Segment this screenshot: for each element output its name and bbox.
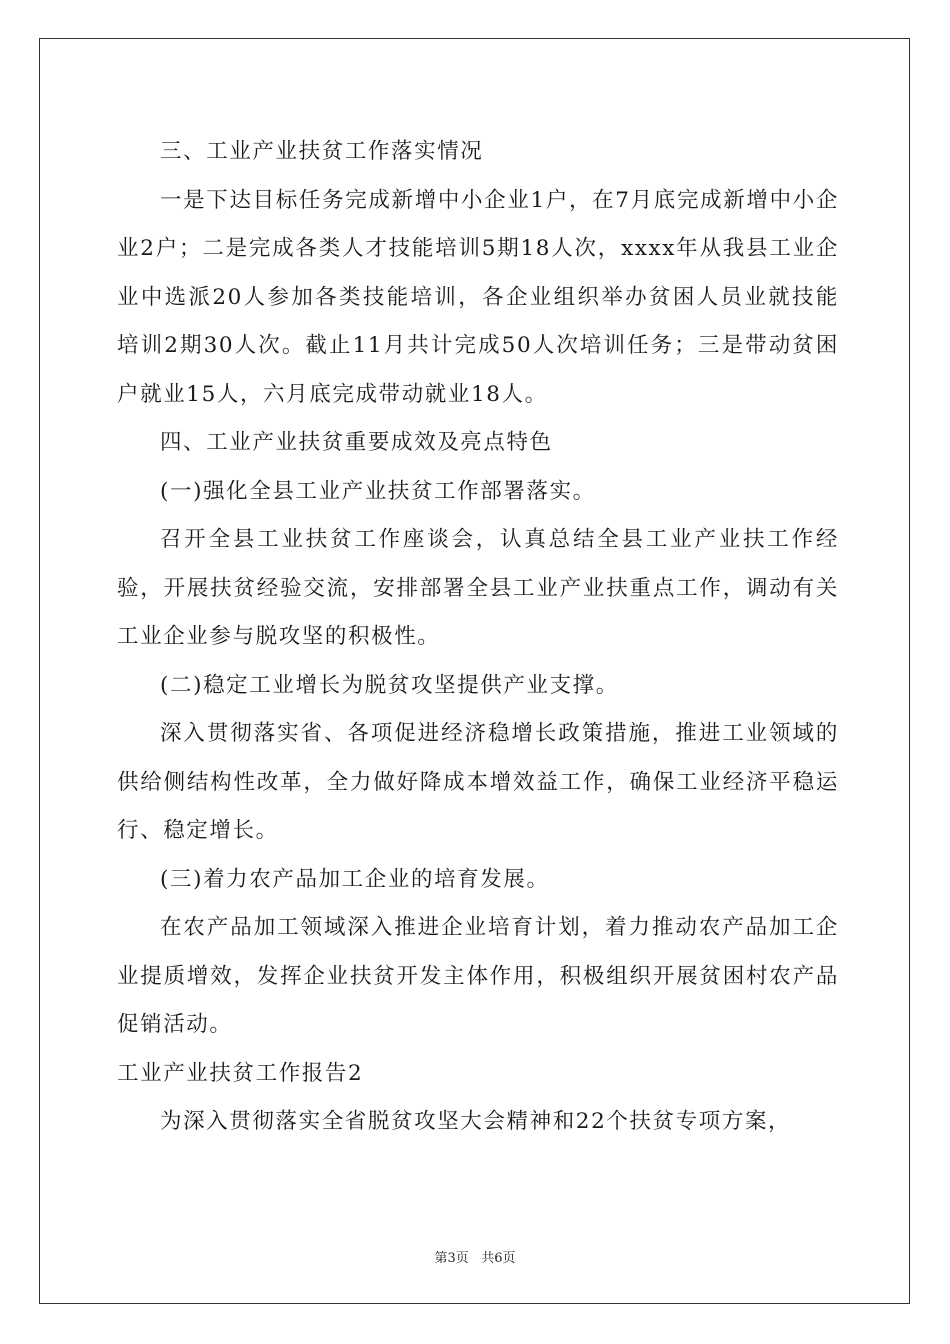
page-total: 共6页 <box>481 1251 516 1266</box>
page-number: 第3页 <box>434 1251 469 1266</box>
document-body <box>117 128 839 1147</box>
body-paragraph: 为深入贯彻落实全省脱贫攻坚大会精神和22个扶贫专项方案， <box>160 1109 792 1134</box>
body-paragraph: 一是下达目标任务完成新增中小企业1户，在7月底完成新增中小企业2户；二是完成各类人才技能培训5期18人次，xxxx年从我县工业企业中选派20人参加各类技能培训，各企业组织举办贫困人员业就技能培训2期30人次。截止11月共计完成50人次培训任务；三是带动贫困户就业15人，六月底完成带动就业18人。 <box>117 187 839 407</box>
subheading-2: (二)稳定工业增长为脱贫攻坚提供产业支撑。 <box>160 672 619 698</box>
page-footer <box>0 1247 950 1266</box>
body-paragraph: 召开全县工业扶贫工作座谈会，认真总结全县工业产业扶工作经验，开展扶贫经验交流，安排部署全县工业产业扶重点工作，调动有关工业企业参与脱攻坚的积极性。 <box>117 527 839 649</box>
section-heading-3: 三、工业产业扶贫工作落实情况 <box>160 139 484 164</box>
body-paragraph: 在农产品加工领域深入推进企业培育计划，着力推动农产品加工企业提质增效，发挥企业扶贫开发主体作用，积极组织开展贫困村农产品促销活动。 <box>117 915 839 1037</box>
report-title: 工业产业扶贫工作报告2 <box>117 1060 364 1086</box>
subheading-3: (三)着力农产品加工企业的培育发展。 <box>160 866 550 892</box>
body-paragraph: 深入贯彻落实省、各项促进经济稳增长政策措施，推进工业领域的供给侧结构性改革，全力做好降成本增效益工作，确保工业经济平稳运行、稳定增长。 <box>117 721 839 843</box>
subheading-1: (一)强化全县工业产业扶贫工作部署落实。 <box>160 478 596 504</box>
section-heading-4: 四、工业产业扶贫重要成效及亮点特色 <box>160 430 553 455</box>
